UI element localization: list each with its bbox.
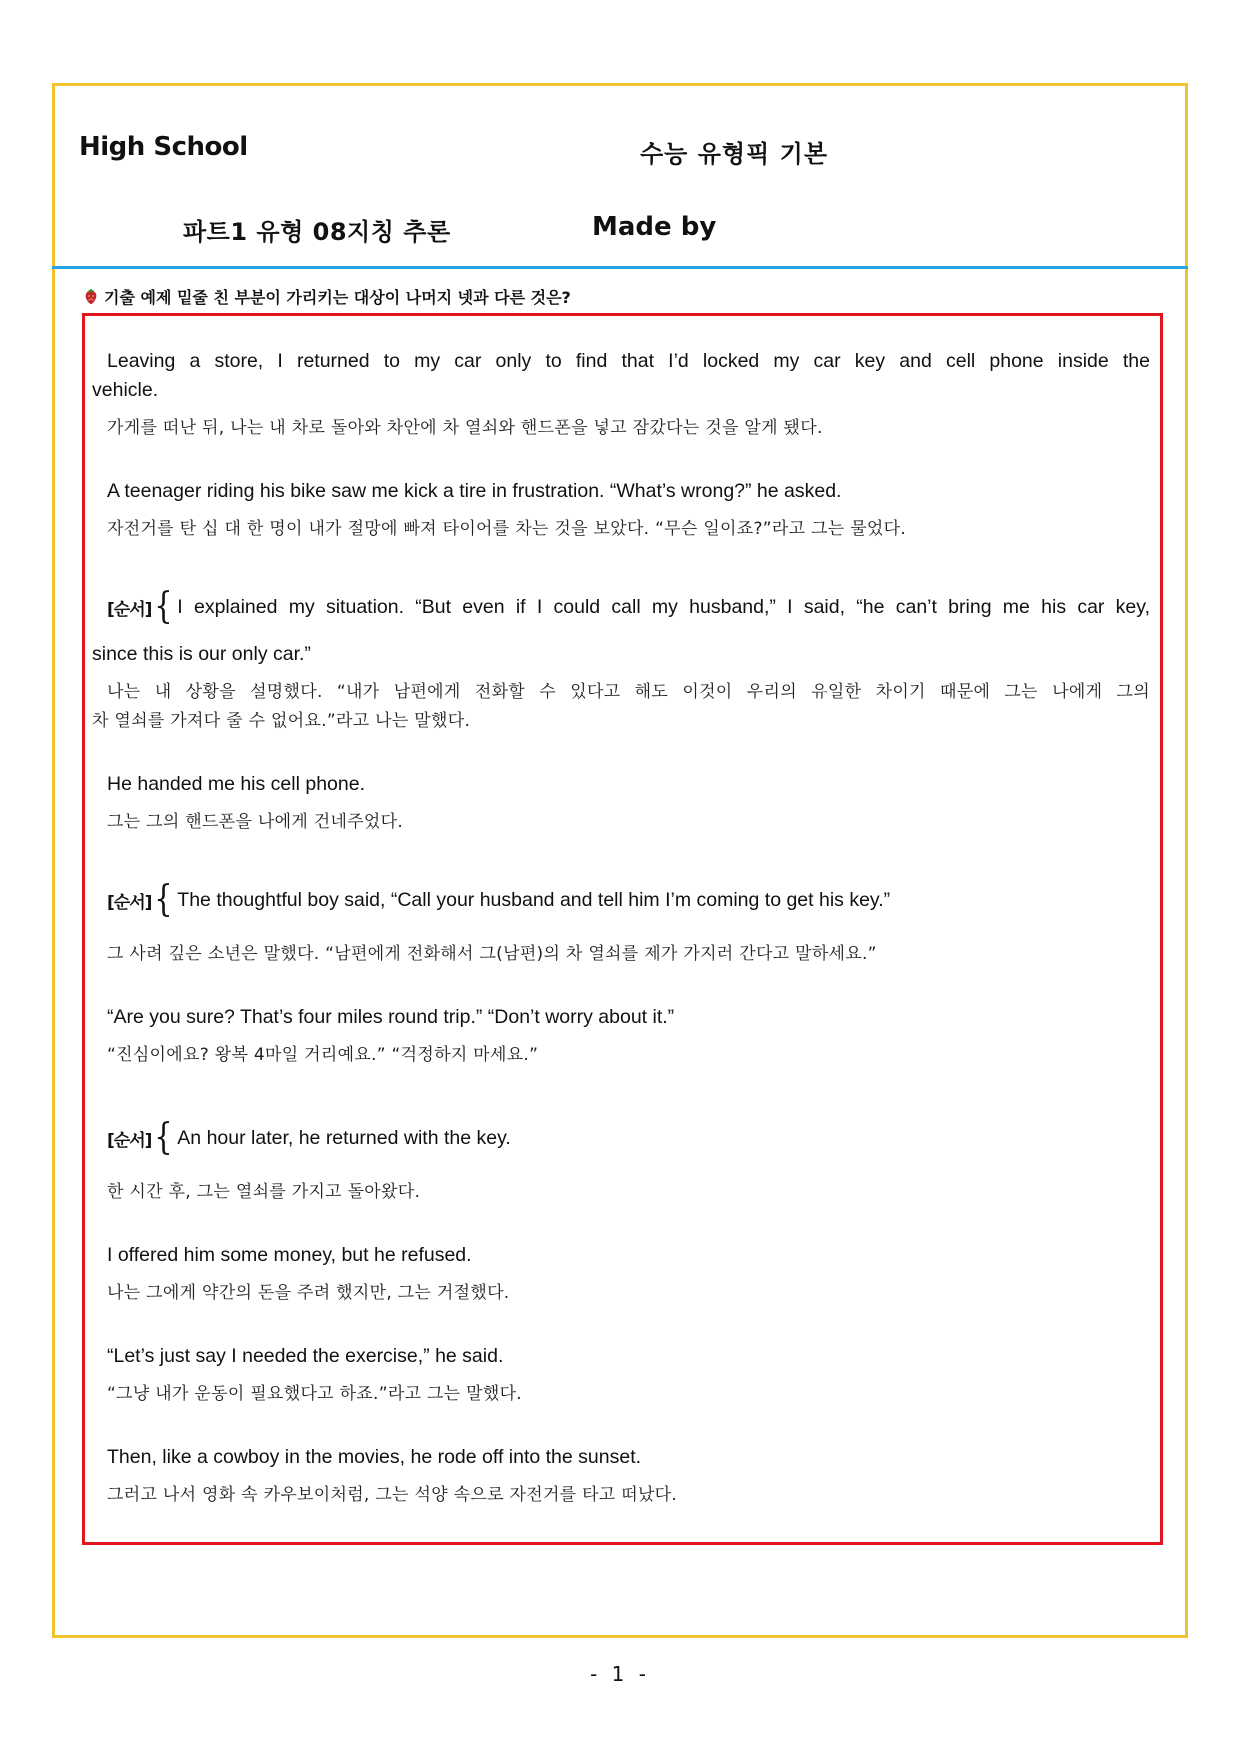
header-school-title: High School <box>79 132 248 162</box>
passage-ko-5: 그 사려 깊은 소년은 말했다. “남편에게 전화해서 그(남편)의 차 열쇠를 제가 가지러 간다고 말하세요.” <box>107 944 877 964</box>
passage-ko-8: 나는 그에게 약간의 돈을 주려 했지만, 그는 거절했다. <box>107 1283 510 1303</box>
passage-en-3: I explained my situation. “But even if I could call my husband,” I said, “he can’t bring me his car key, <box>177 595 1150 618</box>
header-divider <box>52 266 1188 269</box>
passage-en-1: Leaving a store, I returned to my car only to find that I’d locked my car key and cell phone inside the <box>107 350 1150 372</box>
passage-en-9: “Let’s just say I needed the exercise,” he said. <box>107 1345 504 1367</box>
order-tag: [순서] <box>107 892 152 913</box>
passage-ko-1: 가게를 떠난 뒤, 나는 내 차로 돌아와 차안에 차 열쇠와 핸드폰을 넣고 잠갔다는 것을 알게 됐다. <box>107 418 823 438</box>
passage-ko-3: 나는 내 상황을 설명했다. “내가 남편에게 전화할 수 있다고 해도 이것이 우리의 유일한 차이기 때문에 그는 나에게 그의 <box>107 682 1150 702</box>
brace-mark: { <box>154 586 174 627</box>
passage-en-10: Then, like a cowboy in the movies, he rode off into the sunset. <box>107 1446 642 1468</box>
page-number: - 1 - <box>590 1662 650 1686</box>
passage-ko-4: 그는 그의 핸드폰을 나에게 건네주었다. <box>107 812 404 832</box>
passage-ko-9: “그냥 내가 운동이 필요했다고 하죠.”라고 그는 말했다. <box>107 1384 523 1404</box>
passage-en-4: He handed me his cell phone. <box>107 773 366 795</box>
brace-mark: { <box>154 879 174 920</box>
passage-en-2: A teenager riding his bike saw me kick a tire in frustration. “What’s wrong?” he asked. <box>107 480 842 502</box>
passage-en-7: An hour later, he returned with the key. <box>177 1126 511 1149</box>
header-book-title: 수능 유형픽 기본 <box>640 140 828 168</box>
order-tag: [순서] <box>107 1130 152 1151</box>
passage-en-7-row <box>107 1117 511 1158</box>
passage-en-8: I offered him some money, but he refused. <box>107 1244 472 1266</box>
passage-ko-10: 그러고 나서 영화 속 카우보이처럼, 그는 석양 속으로 자전거를 타고 떠났다. <box>107 1485 678 1505</box>
passage-ko-6: “진심이에요? 왕복 4마일 거리예요.” “걱정하지 마세요.” <box>107 1045 539 1065</box>
passage-ko-3-cont: 차 열쇠를 가져다 줄 수 없어요.”라고 나는 말했다. <box>92 711 471 731</box>
passage-ko-7: 한 시간 후, 그는 열쇠를 가지고 돌아왔다. <box>107 1182 421 1202</box>
passage-en-5-row <box>107 879 891 920</box>
header-made-by: Made by <box>592 212 717 242</box>
order-tag: [순서] <box>107 599 152 620</box>
passage-en-6: “Are you sure? That’s four miles round trip.” “Don’t worry about it.” <box>107 1006 675 1028</box>
question-text: 기출 예제 밑줄 친 부분이 가리키는 대상이 나머지 넷과 다른 것은? <box>104 288 571 307</box>
brace-mark: { <box>154 1117 174 1158</box>
passage-en-1-cont: vehicle. <box>92 379 159 401</box>
passage-en-3-cont: since this is our only car.” <box>92 643 311 665</box>
header-part-label: 파트1 유형 08지칭 추론 <box>183 218 451 246</box>
passage-ko-2: 자전거를 탄 십 대 한 명이 내가 절망에 빠져 타이어를 차는 것을 보았다. “무슨 일이죠?”라고 그는 물었다. <box>107 519 907 539</box>
passage-en-3-row <box>107 586 1150 627</box>
passage-en-5: The thoughtful boy said, “Call your husband and tell him I’m coming to get his key.” <box>177 888 891 911</box>
strawberry-icon <box>84 288 98 305</box>
question-line <box>84 285 571 308</box>
